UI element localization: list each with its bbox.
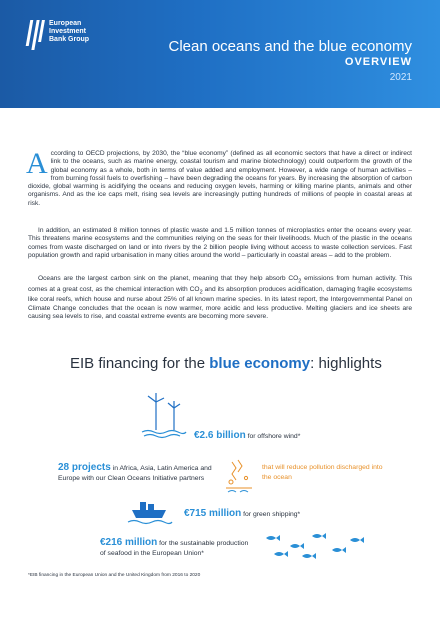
intro-paragraph-2: In addition, an estimated 8 million tonnes of plastic waste and 1.5 million tonnes of microplastics enter the oceans every year. This threatens marine ecosystems and the communities relying on the seas for their livelihoods. Much of the plastic in the oceans comes from waste discharged on land or into rivers by the 2 billion people living without access to waste collection services. Fast population growth and rapid urbanisation in many cities around the world – particularly in coastal areas – add to the problem. bbox=[28, 227, 412, 259]
intro-paragraph-3: Oceans are the largest carbon sink on the planet, meaning that they help absorb $CO_2$ emissions from human activity. This comes at a great cost, as the chemical interaction with $CO_2$ and its absorption produces acidification, damaging fragile ecosystems like coral reefs, which house and nurse about 25% of all known marine species. In its latest report, the Intergovernmental Panel on Climate Change concludes that the ocean is now warmer, more acidic and less productive. Melting glaciers and ice sheets are causing sea levels to rise, and coastal extreme events are becoming more severe. bbox=[28, 275, 413, 320]
stat-projects: 28 projects in Africa, Asia, Latin America and Europe with our Clean Oceans Initiative partners bbox=[58, 462, 212, 482]
stat-offshore-wind: €2.6 billion for offshore wind* bbox=[194, 430, 301, 441]
stat-seafood: €216 million for the sustainable production of seafood in the European Union* bbox=[100, 537, 249, 557]
drop-cap: A bbox=[26, 147, 48, 180]
eib-logo-icon bbox=[28, 20, 43, 50]
highlights-title: EIB financing for the blue economy: highlights bbox=[70, 355, 382, 372]
stat-green-shipping: €715 million for green shipping* bbox=[184, 508, 301, 519]
page-year: 2021 bbox=[389, 72, 412, 83]
page-subtitle: OVERVIEW bbox=[344, 56, 412, 68]
eib-logo bbox=[28, 20, 119, 50]
intro-paragraph-1: According to OECD projections, by 2030, the “blue economy” (defined as all economic sectors that have a direct or indirect link to the oceans, such as marine energy, coastal tourism and marine biotechnology) could outperform the growth of the global economy as a whole, both in terms of value added and employment. However, a wide range of human activities – from burning fossil fuels to overfishing – have been degrading the oceans for years. By increasing the absorption of carbon dioxide, global warming is acidifying the oceans and reducing oxygen levels, harming or killing marine plants, animals and other organisms. And as the ice caps melt, rising sea levels are increasingly putting hundreds of millions of people in coastal areas at risk. bbox=[26, 147, 412, 207]
page-title: Clean oceans and the blue economy bbox=[168, 38, 412, 55]
footnote: *EIB financing in the European Union and the United Kingdom from 2016 to 2020 bbox=[28, 573, 201, 578]
wind-turbine-icon bbox=[142, 392, 186, 438]
stat-projects-impact: that will reduce pollution discharged into the ocean bbox=[262, 464, 383, 481]
green-ship-icon bbox=[128, 500, 172, 526]
header-banner bbox=[0, 0, 440, 108]
pollution-reduction-icon bbox=[222, 458, 256, 496]
fish-school-icon bbox=[262, 532, 372, 562]
org-name: European Investment Bank Group bbox=[49, 20, 90, 43]
